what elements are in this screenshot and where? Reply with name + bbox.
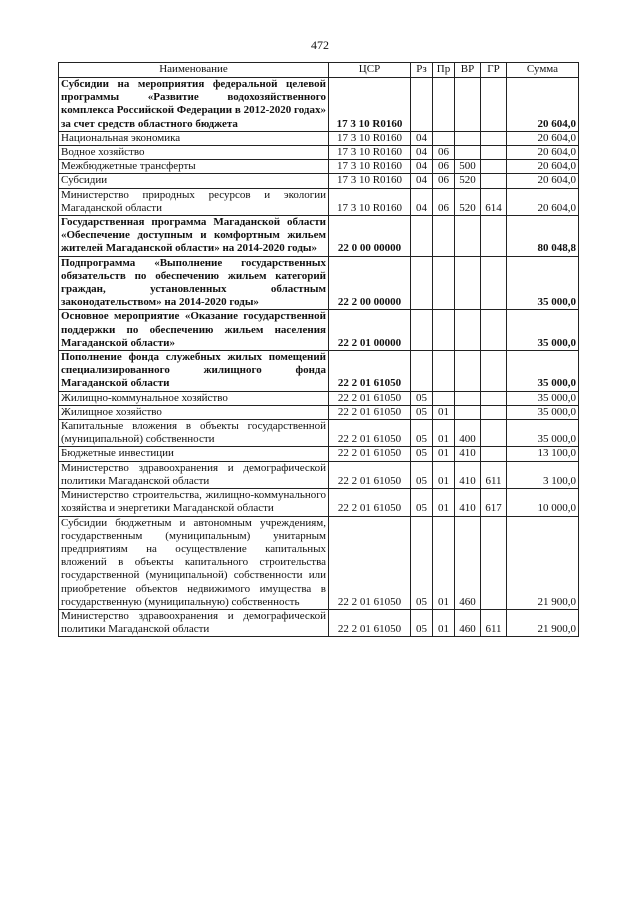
- table-row: [59, 216, 579, 257]
- cell-pr: 01: [433, 405, 455, 419]
- cell-csr: 17 3 10 R0160: [329, 146, 411, 160]
- cell-sum: 10 000,0: [507, 489, 579, 516]
- cell-sum: 35 000,0: [507, 351, 579, 392]
- cell-vr: 460: [455, 516, 481, 609]
- cell-vr: [455, 405, 481, 419]
- cell-name: Субсидии бюджетным и автономным учреждениям, государственным (муниципальным) унитарным предприятиям на осуществление капитальных вложений в объекты капитального строительства государственной (муниципальной) собственности или приобретение объектов недвижимого имущества в государственную (муниципальную) собственность: [59, 516, 329, 609]
- cell-csr: 17 3 10 R0160: [329, 174, 411, 188]
- cell-gr: [481, 516, 507, 609]
- header-csr: ЦСР: [329, 63, 411, 78]
- cell-rz: 04: [411, 160, 433, 174]
- cell-name: Основное мероприятие «Оказание государственной поддержки по обеспечению жильем населения Магаданской области»: [59, 310, 329, 351]
- cell-gr: [481, 405, 507, 419]
- cell-gr: [481, 447, 507, 461]
- header-name: Наименование: [59, 63, 329, 78]
- cell-pr: [433, 256, 455, 310]
- cell-pr: 01: [433, 516, 455, 609]
- cell-rz: 04: [411, 174, 433, 188]
- cell-gr: [481, 310, 507, 351]
- cell-name: Жилищное хозяйство: [59, 405, 329, 419]
- cell-csr: 22 2 01 00000: [329, 310, 411, 351]
- header-sum: Сумма: [507, 63, 579, 78]
- cell-rz: [411, 310, 433, 351]
- cell-gr: 611: [481, 609, 507, 636]
- cell-csr: 22 2 01 61050: [329, 516, 411, 609]
- cell-csr: 22 2 01 61050: [329, 609, 411, 636]
- header-vr: ВР: [455, 63, 481, 78]
- cell-pr: [433, 216, 455, 257]
- cell-gr: [481, 391, 507, 405]
- cell-pr: 06: [433, 174, 455, 188]
- cell-vr: [455, 146, 481, 160]
- cell-vr: 400: [455, 420, 481, 447]
- cell-rz: [411, 256, 433, 310]
- cell-vr: [455, 256, 481, 310]
- cell-rz: 05: [411, 420, 433, 447]
- cell-rz: [411, 78, 433, 132]
- cell-pr: [433, 310, 455, 351]
- cell-csr: 17 3 10 R0160: [329, 78, 411, 132]
- cell-rz: 04: [411, 146, 433, 160]
- cell-gr: [481, 420, 507, 447]
- cell-sum: 20 604,0: [507, 188, 579, 215]
- cell-name: Пополнение фонда служебных жилых помещений специализированного жилищного фонда Магаданской области: [59, 351, 329, 392]
- cell-vr: [455, 216, 481, 257]
- table-row: [59, 351, 579, 392]
- cell-sum: 80 048,8: [507, 216, 579, 257]
- cell-csr: 22 2 01 61050: [329, 420, 411, 447]
- cell-gr: [481, 256, 507, 310]
- cell-gr: [481, 78, 507, 132]
- cell-name: Министерство здравоохранения и демографической политики Магаданской области: [59, 609, 329, 636]
- cell-vr: 500: [455, 160, 481, 174]
- table-row: [59, 405, 579, 419]
- table-row: [59, 131, 579, 145]
- cell-sum: 20 604,0: [507, 78, 579, 132]
- cell-vr: 410: [455, 489, 481, 516]
- cell-vr: 460: [455, 609, 481, 636]
- table-row: [59, 78, 579, 132]
- table-row: [59, 609, 579, 636]
- table-row: [59, 160, 579, 174]
- cell-gr: [481, 160, 507, 174]
- cell-gr: 617: [481, 489, 507, 516]
- table-row: [59, 461, 579, 488]
- cell-name: Министерство строительства, жилищно-коммунального хозяйства и энергетики Магаданской области: [59, 489, 329, 516]
- cell-pr: 01: [433, 609, 455, 636]
- table-row: [59, 516, 579, 609]
- cell-rz: 04: [411, 131, 433, 145]
- cell-vr: 520: [455, 174, 481, 188]
- header-rz: Рз: [411, 63, 433, 78]
- table-row: [59, 310, 579, 351]
- cell-csr: 22 2 01 61050: [329, 447, 411, 461]
- cell-pr: 06: [433, 160, 455, 174]
- cell-sum: 35 000,0: [507, 310, 579, 351]
- table-row: [59, 188, 579, 215]
- cell-pr: [433, 351, 455, 392]
- cell-sum: 21 900,0: [507, 516, 579, 609]
- cell-vr: [455, 351, 481, 392]
- table-row: [59, 146, 579, 160]
- cell-pr: 01: [433, 461, 455, 488]
- table-row: [59, 391, 579, 405]
- cell-pr: [433, 131, 455, 145]
- table-header-row: [59, 63, 579, 78]
- cell-gr: 614: [481, 188, 507, 215]
- cell-rz: 05: [411, 609, 433, 636]
- table-row: [59, 174, 579, 188]
- cell-rz: [411, 351, 433, 392]
- cell-gr: [481, 131, 507, 145]
- cell-pr: 01: [433, 420, 455, 447]
- cell-name: Бюджетные инвестиции: [59, 447, 329, 461]
- cell-rz: 05: [411, 405, 433, 419]
- cell-rz: 04: [411, 188, 433, 215]
- cell-name: Министерство здравоохранения и демографической политики Магаданской области: [59, 461, 329, 488]
- cell-pr: [433, 391, 455, 405]
- cell-pr: 06: [433, 188, 455, 215]
- cell-rz: 05: [411, 461, 433, 488]
- cell-csr: 22 2 01 61050: [329, 351, 411, 392]
- cell-vr: 520: [455, 188, 481, 215]
- table-row: [59, 256, 579, 310]
- cell-rz: 05: [411, 447, 433, 461]
- table-row: [59, 420, 579, 447]
- cell-sum: 35 000,0: [507, 420, 579, 447]
- cell-sum: 35 000,0: [507, 391, 579, 405]
- cell-sum: 3 100,0: [507, 461, 579, 488]
- table-body: [59, 78, 579, 637]
- page-number: 472: [311, 38, 329, 52]
- cell-csr: 22 2 01 61050: [329, 489, 411, 516]
- cell-vr: 410: [455, 461, 481, 488]
- cell-name: Межбюджетные трансферты: [59, 160, 329, 174]
- cell-sum: 20 604,0: [507, 131, 579, 145]
- cell-name: Министерство природных ресурсов и экологии Магаданской области: [59, 188, 329, 215]
- cell-gr: [481, 174, 507, 188]
- cell-pr: 01: [433, 489, 455, 516]
- cell-name: Жилищно-коммунальное хозяйство: [59, 391, 329, 405]
- cell-csr: 22 2 00 00000: [329, 256, 411, 310]
- cell-pr: [433, 78, 455, 132]
- cell-csr: 22 2 01 61050: [329, 461, 411, 488]
- cell-vr: [455, 78, 481, 132]
- cell-sum: 13 100,0: [507, 447, 579, 461]
- cell-pr: 06: [433, 146, 455, 160]
- cell-vr: [455, 310, 481, 351]
- cell-csr: 22 2 01 61050: [329, 391, 411, 405]
- cell-csr: 22 2 01 61050: [329, 405, 411, 419]
- cell-name: Национальная экономика: [59, 131, 329, 145]
- table-row: [59, 447, 579, 461]
- cell-name: Государственная программа Магаданской области «Обеспечение доступным и комфортным жильем жителей Магаданской области» на 2014-2020 годы»: [59, 216, 329, 257]
- cell-sum: 21 900,0: [507, 609, 579, 636]
- cell-sum: 35 000,0: [507, 405, 579, 419]
- cell-gr: [481, 351, 507, 392]
- cell-rz: 05: [411, 391, 433, 405]
- cell-name: Водное хозяйство: [59, 146, 329, 160]
- cell-name: Подпрограмма «Выполнение государственных обязательств по обеспечению жильем категорий граждан, установленных областным законодательством» на 2014-2020 годы»: [59, 256, 329, 310]
- cell-gr: [481, 146, 507, 160]
- cell-rz: 05: [411, 516, 433, 609]
- cell-pr: 01: [433, 447, 455, 461]
- cell-name: Субсидии на мероприятия федеральной целевой программы «Развитие водохозяйственного комплекса Российской Федерации в 2012-2020 годах» за счет средств областного бюджета: [59, 78, 329, 132]
- cell-csr: 17 3 10 R0160: [329, 160, 411, 174]
- cell-csr: 17 3 10 R0160: [329, 131, 411, 145]
- cell-csr: 22 0 00 00000: [329, 216, 411, 257]
- cell-gr: 611: [481, 461, 507, 488]
- cell-rz: [411, 216, 433, 257]
- cell-sum: 20 604,0: [507, 174, 579, 188]
- cell-gr: [481, 216, 507, 257]
- cell-vr: 410: [455, 447, 481, 461]
- cell-sum: 20 604,0: [507, 160, 579, 174]
- cell-vr: [455, 391, 481, 405]
- table-row: [59, 489, 579, 516]
- cell-name: Субсидии: [59, 174, 329, 188]
- cell-vr: [455, 131, 481, 145]
- budget-table: [58, 62, 579, 637]
- cell-csr: 17 3 10 R0160: [329, 188, 411, 215]
- cell-sum: 20 604,0: [507, 146, 579, 160]
- cell-rz: 05: [411, 489, 433, 516]
- cell-sum: 35 000,0: [507, 256, 579, 310]
- header-gr: ГР: [481, 63, 507, 78]
- cell-name: Капитальные вложения в объекты государственной (муниципальной) собственности: [59, 420, 329, 447]
- header-pr: Пр: [433, 63, 455, 78]
